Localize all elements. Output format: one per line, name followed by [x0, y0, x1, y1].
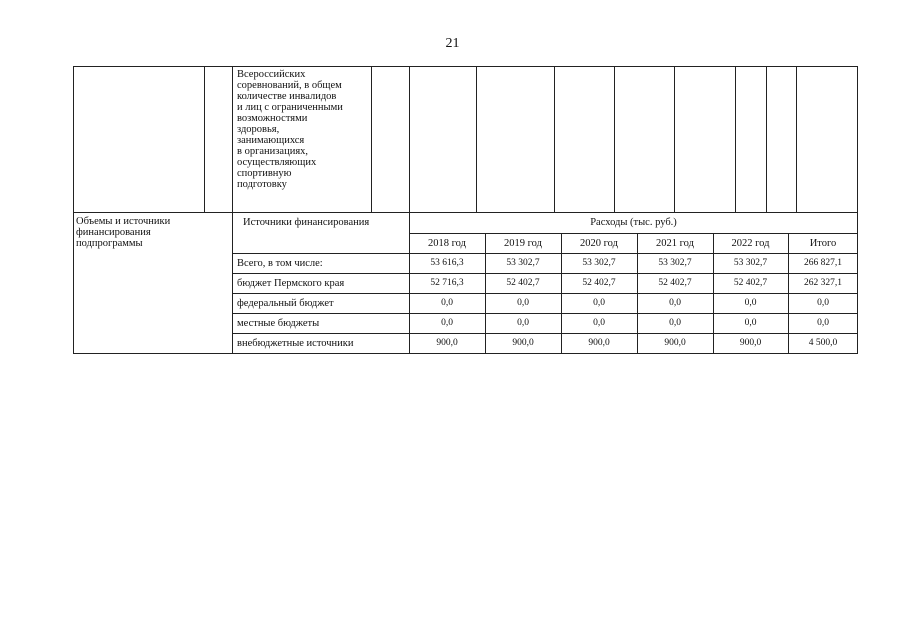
table-cell: 0,0: [817, 318, 829, 328]
table-cell: 0,0: [593, 298, 605, 308]
table-cell: 0,0: [517, 298, 529, 308]
divider: [614, 66, 615, 212]
table-cell: 900,0: [512, 338, 534, 348]
table-cell: 0,0: [441, 298, 453, 308]
table-cell: 0,0: [744, 298, 757, 308]
divider: [232, 273, 858, 274]
table-cell: 0,0: [441, 318, 453, 328]
table-cell: 53 302,7: [506, 258, 540, 268]
table-cell: 0,0: [669, 298, 681, 308]
row-label: бюджет Пермского края: [237, 278, 345, 289]
year-header: Итого: [809, 238, 837, 249]
table-cell: 53 302,7: [658, 258, 692, 268]
sources-header: Источники финансирования: [243, 217, 370, 228]
table-cell: 900,0: [664, 338, 686, 348]
table-cell: 52 716,3: [430, 278, 464, 288]
divider: [409, 66, 410, 354]
row-label: внебюджетные источники: [237, 338, 354, 349]
divider: [232, 333, 858, 334]
divider: [73, 212, 858, 213]
table-cell: 0,0: [669, 318, 681, 328]
table-cell: 52 402,7: [506, 278, 540, 288]
divider: [735, 66, 736, 212]
divider: [766, 66, 767, 212]
divider: [232, 293, 858, 294]
table-cell: 900,0: [739, 338, 762, 348]
divider: [371, 66, 372, 212]
table-cell: 900,0: [588, 338, 610, 348]
table-cell: 4 500,0: [808, 338, 838, 348]
year-header: 2020 год: [580, 238, 618, 249]
divider: [232, 66, 233, 354]
table-cell: 900,0: [436, 338, 458, 348]
divider: [409, 233, 858, 234]
table-frame: [73, 66, 858, 354]
divider: [476, 66, 477, 212]
expenses-header: Расходы (тыс. руб.): [590, 217, 677, 228]
indicator-text: Всероссийских соревнований, в общем количестве инвалидов и лиц с ограниченными возможностями здоровья, занимающихся в организациях, осуществляющих спортивную подготовку: [237, 69, 343, 190]
divider: [204, 66, 205, 212]
divider: [232, 313, 858, 314]
table-cell: 53 302,7: [582, 258, 616, 268]
table-cell: 262 327,1: [804, 278, 842, 288]
table-cell: 53 616,3: [430, 258, 464, 268]
funding-label: Объемы и источники финансирования подпрограммы: [76, 216, 171, 249]
row-label: федеральный бюджет: [237, 298, 334, 309]
table-cell: 0,0: [744, 318, 757, 328]
divider: [554, 66, 555, 212]
year-header: 2022 год: [731, 238, 770, 249]
divider: [232, 253, 858, 254]
table-cell: 52 402,7: [733, 278, 768, 288]
year-header: 2018 год: [428, 238, 466, 249]
year-header: 2021 год: [656, 238, 694, 249]
table-cell: 52 402,7: [582, 278, 616, 288]
table-cell: 0,0: [817, 298, 829, 308]
table-cell: 266 827,1: [804, 258, 842, 268]
table-cell: 0,0: [517, 318, 529, 328]
page-number: 21: [445, 36, 460, 51]
table-cell: 0,0: [593, 318, 605, 328]
divider: [674, 66, 675, 212]
divider: [796, 66, 797, 212]
table-cell: 53 302,7: [733, 258, 768, 268]
table-cell: 52 402,7: [658, 278, 692, 288]
row-label: Всего, в том числе:: [237, 258, 323, 269]
row-label: местные бюджеты: [237, 318, 320, 329]
year-header: 2019 год: [504, 238, 542, 249]
